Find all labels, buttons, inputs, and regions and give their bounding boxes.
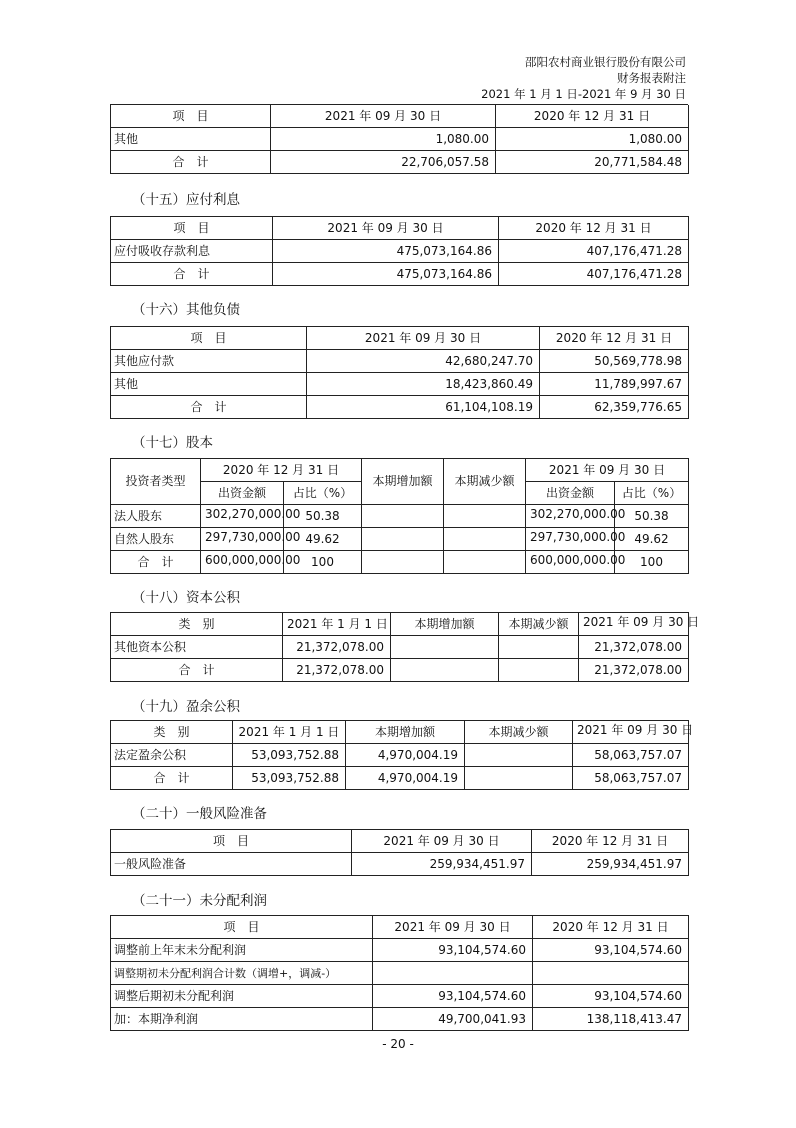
value-text: 302,270,000.00 <box>530 507 626 521</box>
value-cell: 50.38 <box>615 505 689 528</box>
value-cell <box>526 551 626 574</box>
row-label: 应付吸收存款利息 <box>111 240 273 263</box>
table-row <box>111 505 689 528</box>
row-label: 调整前上年末未分配利润 <box>111 939 373 962</box>
table-row <box>111 744 689 767</box>
value-cell: 93,104,574.60 <box>373 985 533 1008</box>
table-row <box>111 128 689 151</box>
header-cell: 本期减少额 <box>465 721 573 744</box>
value-text: 297,730,000.00 <box>205 530 301 544</box>
table-row <box>111 151 689 174</box>
value-cell: 21,372,078.00 <box>283 636 391 659</box>
table-header-row <box>111 830 689 853</box>
header-cell: 2020 年 12 月 31 日 <box>540 327 689 350</box>
value-cell: 20,771,584.48 <box>496 151 689 174</box>
table-header-row <box>111 217 689 240</box>
value-cell: 18,423,860.49 <box>307 373 540 396</box>
header-cell: 项 目 <box>111 916 373 939</box>
share-capital-table <box>110 458 689 574</box>
table-row <box>111 551 689 574</box>
value-cell: 53,093,752.88 <box>233 744 346 767</box>
section-title-other-liabilities: （十六）其他负债 <box>132 302 240 318</box>
value-cell: 21,372,078.00 <box>283 659 391 682</box>
value-cell <box>201 528 301 551</box>
header-cell: 项 目 <box>111 830 352 853</box>
header-cell: 项 目 <box>111 327 307 350</box>
header-cell: 项 目 <box>111 105 271 128</box>
value-cell: 259,934,451.97 <box>352 853 532 876</box>
value-cell: 475,073,164.86 <box>273 263 499 286</box>
table-row <box>111 373 689 396</box>
header-cell: 项 目 <box>111 217 273 240</box>
table-row <box>111 240 689 263</box>
row-label: 调整期初未分配利润合计数（调增+，调减-） <box>111 962 373 985</box>
header-company: 邵阳农村商业银行股份有限公司 <box>525 55 686 69</box>
value-text: 600,000,000.00 <box>205 553 301 567</box>
value-cell: 50.38 <box>284 505 362 528</box>
table-header-row <box>111 327 689 350</box>
continued-table <box>110 105 689 174</box>
section-title-undistributed-profit: （二十一）未分配利润 <box>132 893 267 909</box>
value-cell: 407,176,471.28 <box>499 263 689 286</box>
total-label: 合 计 <box>111 551 201 574</box>
value-cell: 1,080.00 <box>496 128 689 151</box>
other-liabilities-table <box>110 326 689 419</box>
row-label: 法人股东 <box>111 505 201 528</box>
header-cell: 本期增加额 <box>362 459 444 505</box>
header-cell: 出资金额 <box>526 482 615 505</box>
header-cell: 本期增加额 <box>391 613 499 636</box>
value-cell: 100 <box>284 551 362 574</box>
value-cell <box>465 744 573 767</box>
value-cell: 22,706,057.58 <box>271 151 496 174</box>
row-label: 其他 <box>111 373 307 396</box>
table-row <box>111 985 689 1008</box>
table-row <box>111 962 689 985</box>
row-label: 自然人股东 <box>111 528 201 551</box>
interest-payable-table <box>110 216 689 286</box>
total-label: 合 计 <box>111 263 273 286</box>
value-cell: 93,104,574.60 <box>533 939 689 962</box>
header-cell: 投资者类型 <box>111 459 201 505</box>
header-cell: 出资金额 <box>201 482 284 505</box>
row-label: 其他资本公积 <box>111 636 283 659</box>
row-label: 一般风险准备 <box>111 853 352 876</box>
header-cell: 2021 年 09 月 30 日 <box>271 105 496 128</box>
header-cell <box>579 613 700 636</box>
row-label: 法定盈余公积 <box>111 744 233 767</box>
section-title-capital-reserve: （十八）资本公积 <box>132 590 240 606</box>
value-cell: 49.62 <box>284 528 362 551</box>
value-cell: 100 <box>615 551 689 574</box>
row-label: 其他应付款 <box>111 350 307 373</box>
value-cell <box>533 962 689 985</box>
table-row <box>111 767 689 790</box>
table-row <box>111 528 689 551</box>
section-title-surplus-reserve: （十九）盈余公积 <box>132 699 240 715</box>
value-cell: 93,104,574.60 <box>373 939 533 962</box>
value-cell: 53,093,752.88 <box>233 767 346 790</box>
value-cell: 61,104,108.19 <box>307 396 540 419</box>
header-cell: 2021 年 09 月 30 日 <box>273 217 499 240</box>
value-cell: 259,934,451.97 <box>532 853 689 876</box>
header-cell <box>573 721 694 744</box>
value-cell: 21,372,078.00 <box>579 636 689 659</box>
header-cell: 类 别 <box>111 613 283 636</box>
value-cell <box>362 505 444 528</box>
header-cell: 2020 年 12 月 31 日 <box>499 217 689 240</box>
row-label: 调整后期初未分配利润 <box>111 985 373 1008</box>
value-text: 302,270,000.00 <box>205 507 301 521</box>
value-cell <box>201 505 301 528</box>
header-cell: 本期增加额 <box>346 721 465 744</box>
header-cell: 2020 年 12 月 31 日 <box>201 459 362 482</box>
table-row <box>111 853 689 876</box>
value-cell <box>362 528 444 551</box>
header-text: 2021 年 09 月 30 日 <box>583 615 700 629</box>
value-cell <box>444 505 526 528</box>
table-row <box>111 659 689 682</box>
value-cell <box>373 962 533 985</box>
header-cell: 2021 年 1 月 1 日 <box>233 721 346 744</box>
total-label: 合 计 <box>111 767 233 790</box>
value-cell <box>499 636 579 659</box>
row-label: 加：本期净利润 <box>111 1008 373 1031</box>
row-label: 其他 <box>111 128 271 151</box>
total-label: 合 计 <box>111 151 271 174</box>
header-cell: 2020 年 12 月 31 日 <box>532 830 689 853</box>
header-cell: 2020 年 12 月 31 日 <box>533 916 689 939</box>
value-text: 600,000,000.00 <box>530 553 626 567</box>
general-risk-reserve-table <box>110 829 689 876</box>
table-row <box>111 396 689 419</box>
header-cell: 2021 年 09 月 30 日 <box>352 830 532 853</box>
value-cell <box>526 505 626 528</box>
value-cell <box>201 551 301 574</box>
value-cell <box>499 659 579 682</box>
value-cell: 49.62 <box>615 528 689 551</box>
header-cell: 2021 年 09 月 30 日 <box>526 459 689 482</box>
total-label: 合 计 <box>111 659 283 682</box>
value-cell: 58,063,757.07 <box>573 767 689 790</box>
table-header-row <box>111 916 689 939</box>
header-period: 2021 年 1 月 1 日-2021 年 9 月 30 日 <box>481 87 686 101</box>
table-row <box>111 636 689 659</box>
value-cell: 138,118,413.47 <box>533 1008 689 1031</box>
value-cell <box>465 767 573 790</box>
header-text: 2021 年 09 月 30 日 <box>577 723 694 737</box>
table-row <box>111 1008 689 1031</box>
value-cell <box>444 528 526 551</box>
table-header-row <box>111 721 689 744</box>
undistributed-profit-table <box>110 915 689 1031</box>
header-cell: 2020 年 12 月 31 日 <box>496 105 689 128</box>
page-number: - 20 - <box>382 1037 414 1051</box>
header-cell: 2021 年 09 月 30 日 <box>307 327 540 350</box>
table-row <box>111 263 689 286</box>
value-cell <box>391 636 499 659</box>
total-label: 合 计 <box>111 396 307 419</box>
header-cell: 占比（%） <box>615 482 689 505</box>
value-cell: 42,680,247.70 <box>307 350 540 373</box>
header-cell: 2021 年 1 月 1 日 <box>283 613 391 636</box>
value-cell: 50,569,778.98 <box>540 350 689 373</box>
value-cell: 4,970,004.19 <box>346 767 465 790</box>
table-header-row <box>111 459 689 482</box>
header-cell: 本期减少额 <box>499 613 579 636</box>
table-row <box>111 939 689 962</box>
value-cell: 49,700,041.93 <box>373 1008 533 1031</box>
header-doc-title: 财务报表附注 <box>617 71 686 85</box>
value-cell: 1,080.00 <box>271 128 496 151</box>
header-cell: 占比（%） <box>284 482 362 505</box>
header-cell: 2021 年 09 月 30 日 <box>373 916 533 939</box>
value-cell <box>362 551 444 574</box>
value-cell: 407,176,471.28 <box>499 240 689 263</box>
section-title-share-capital: （十七）股本 <box>132 435 213 451</box>
table-row <box>111 350 689 373</box>
table-header-row <box>111 613 689 636</box>
value-cell: 4,970,004.19 <box>346 744 465 767</box>
header-cell: 类 别 <box>111 721 233 744</box>
value-cell <box>444 551 526 574</box>
value-cell: 62,359,776.65 <box>540 396 689 419</box>
table-header-row <box>111 105 689 128</box>
value-cell: 11,789,997.67 <box>540 373 689 396</box>
value-cell: 93,104,574.60 <box>533 985 689 1008</box>
value-cell <box>526 528 626 551</box>
surplus-reserve-table <box>110 720 694 790</box>
value-cell: 475,073,164.86 <box>273 240 499 263</box>
section-title-general-risk-reserve: （二十）一般风险准备 <box>132 806 267 822</box>
header-cell: 本期减少额 <box>444 459 526 505</box>
value-cell: 21,372,078.00 <box>579 659 689 682</box>
value-text: 297,730,000.00 <box>530 530 626 544</box>
value-cell <box>391 659 499 682</box>
value-cell: 58,063,757.07 <box>573 744 689 767</box>
capital-reserve-table <box>110 612 700 682</box>
section-title-interest-payable: （十五）应付利息 <box>132 192 240 208</box>
